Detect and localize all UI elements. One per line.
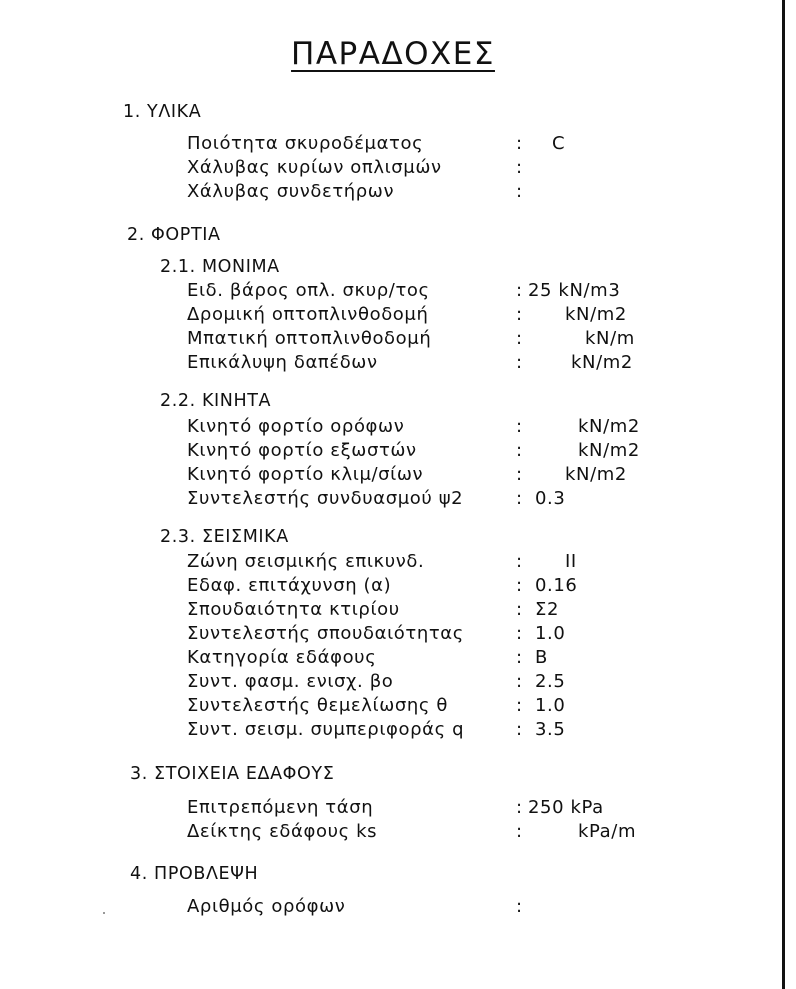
colon: : [516,896,523,917]
label-stirrup-steel: Χάλυβας συνδετήρων [187,181,395,202]
subsection-heading-seismic: 2.3. ΣΕΙΣΜΙΚΑ [160,527,289,547]
colon: : [516,575,523,596]
value-seismic-zone: II [565,551,577,572]
colon: : [516,157,523,178]
page-title: ΠΑΡΑΔΟΧΕΣ [291,36,495,72]
label-behavior-factor: Συντ. σεισμ. συμπεριφοράς q [187,719,465,740]
value-live-floors: kN/m2 [578,416,640,437]
colon: : [516,352,523,373]
subsection-heading-live: 2.2. ΚΙΝΗΤΑ [160,391,272,411]
value-ground-acceleration: 0.16 [535,575,578,596]
section-heading-loads: 2. ΦΟΡΤΙΑ [127,225,221,245]
colon: : [516,280,523,301]
label-live-balconies: Κινητό φορτίο εξωστών [187,440,417,461]
colon: : [516,440,523,461]
label-live-stairs: Κινητό φορτίο κλιμ/σίων [187,464,424,485]
value-foundation-factor: 1.0 [535,695,566,716]
label-foundation-factor: Συντελεστής θεμελίωσης θ [187,695,448,716]
value-behavior-factor: 3.5 [535,719,566,740]
colon: : [516,671,523,692]
colon: : [516,821,523,842]
section-heading-materials: 1. ΥΛΙΚΑ [123,102,202,122]
colon: : [516,551,523,572]
label-brick-half: Δρομική οπτοπλινθοδομή [187,304,429,325]
value-concrete-weight: 25 kN/m3 [528,280,621,301]
value-building-importance: Σ2 [535,599,560,620]
colon: : [516,647,523,668]
label-brick-full: Μπατική οπτοπλινθοδομή [187,328,432,349]
colon: : [516,328,523,349]
colon: : [516,464,523,485]
colon: : [516,304,523,325]
colon: : [516,181,523,202]
label-soil-modulus: Δείκτης εδάφους ks [187,821,378,842]
label-soil-category: Κατηγορία εδάφους [187,647,377,668]
value-soil-modulus: kPa/m [578,821,637,842]
colon: : [516,719,523,740]
label-concrete-weight: Ειδ. βάρος οπλ. σκυρ/τος [187,280,430,301]
label-allowable-stress: Επιτρεπόμενη τάση [187,797,374,818]
value-importance-factor: 1.0 [535,623,566,644]
label-combination-factor: Συντελεστής συνδυασμού ψ2 [187,488,464,509]
label-spectral-amplification: Συντ. φασμ. ενισχ. βο [187,671,394,692]
value-concrete-quality: C [552,133,566,154]
colon: : [516,133,523,154]
value-live-stairs: kN/m2 [565,464,627,485]
label-seismic-zone: Ζώνη σεισμικής επικυνδ. [187,551,425,572]
scan-speck [103,912,105,914]
colon: : [516,416,523,437]
colon: : [516,797,523,818]
value-floor-finish: kN/m2 [571,352,633,373]
label-building-importance: Σπουδαιότητα κτιρίου [187,599,400,620]
section-heading-provision: 4. ΠΡΟΒΛΕΨΗ [130,864,259,884]
subsection-heading-permanent: 2.1. ΜΟΝΙΜΑ [160,257,280,277]
label-floor-finish: Επικάλυψη δαπέδων [187,352,378,373]
colon: : [516,695,523,716]
value-soil-category: Β [535,647,548,668]
page-border [782,0,785,989]
value-allowable-stress: 250 kPa [528,797,604,818]
value-brick-full: kN/m [585,328,635,349]
label-concrete-quality: Ποιότητα σκυροδέματος [187,133,424,154]
colon: : [516,488,523,509]
colon: : [516,623,523,644]
value-brick-half: kN/m2 [565,304,627,325]
label-main-steel: Χάλυβας κυρίων οπλισμών [187,157,442,178]
label-importance-factor: Συντελεστής σπουδαιότητας [187,623,464,644]
value-live-balconies: kN/m2 [578,440,640,461]
value-combination-factor: 0.3 [535,488,566,509]
colon: : [516,599,523,620]
value-spectral-amplification: 2.5 [535,671,566,692]
label-live-floors: Κινητό φορτίο ορόφων [187,416,405,437]
section-heading-soil: 3. ΣΤΟΙΧΕΙΑ ΕΔΑΦΟΥΣ [130,764,335,784]
label-ground-acceleration: Εδαφ. επιτάχυνση (α) [187,575,392,596]
label-number-of-floors: Αριθμός ορόφων [187,896,346,917]
